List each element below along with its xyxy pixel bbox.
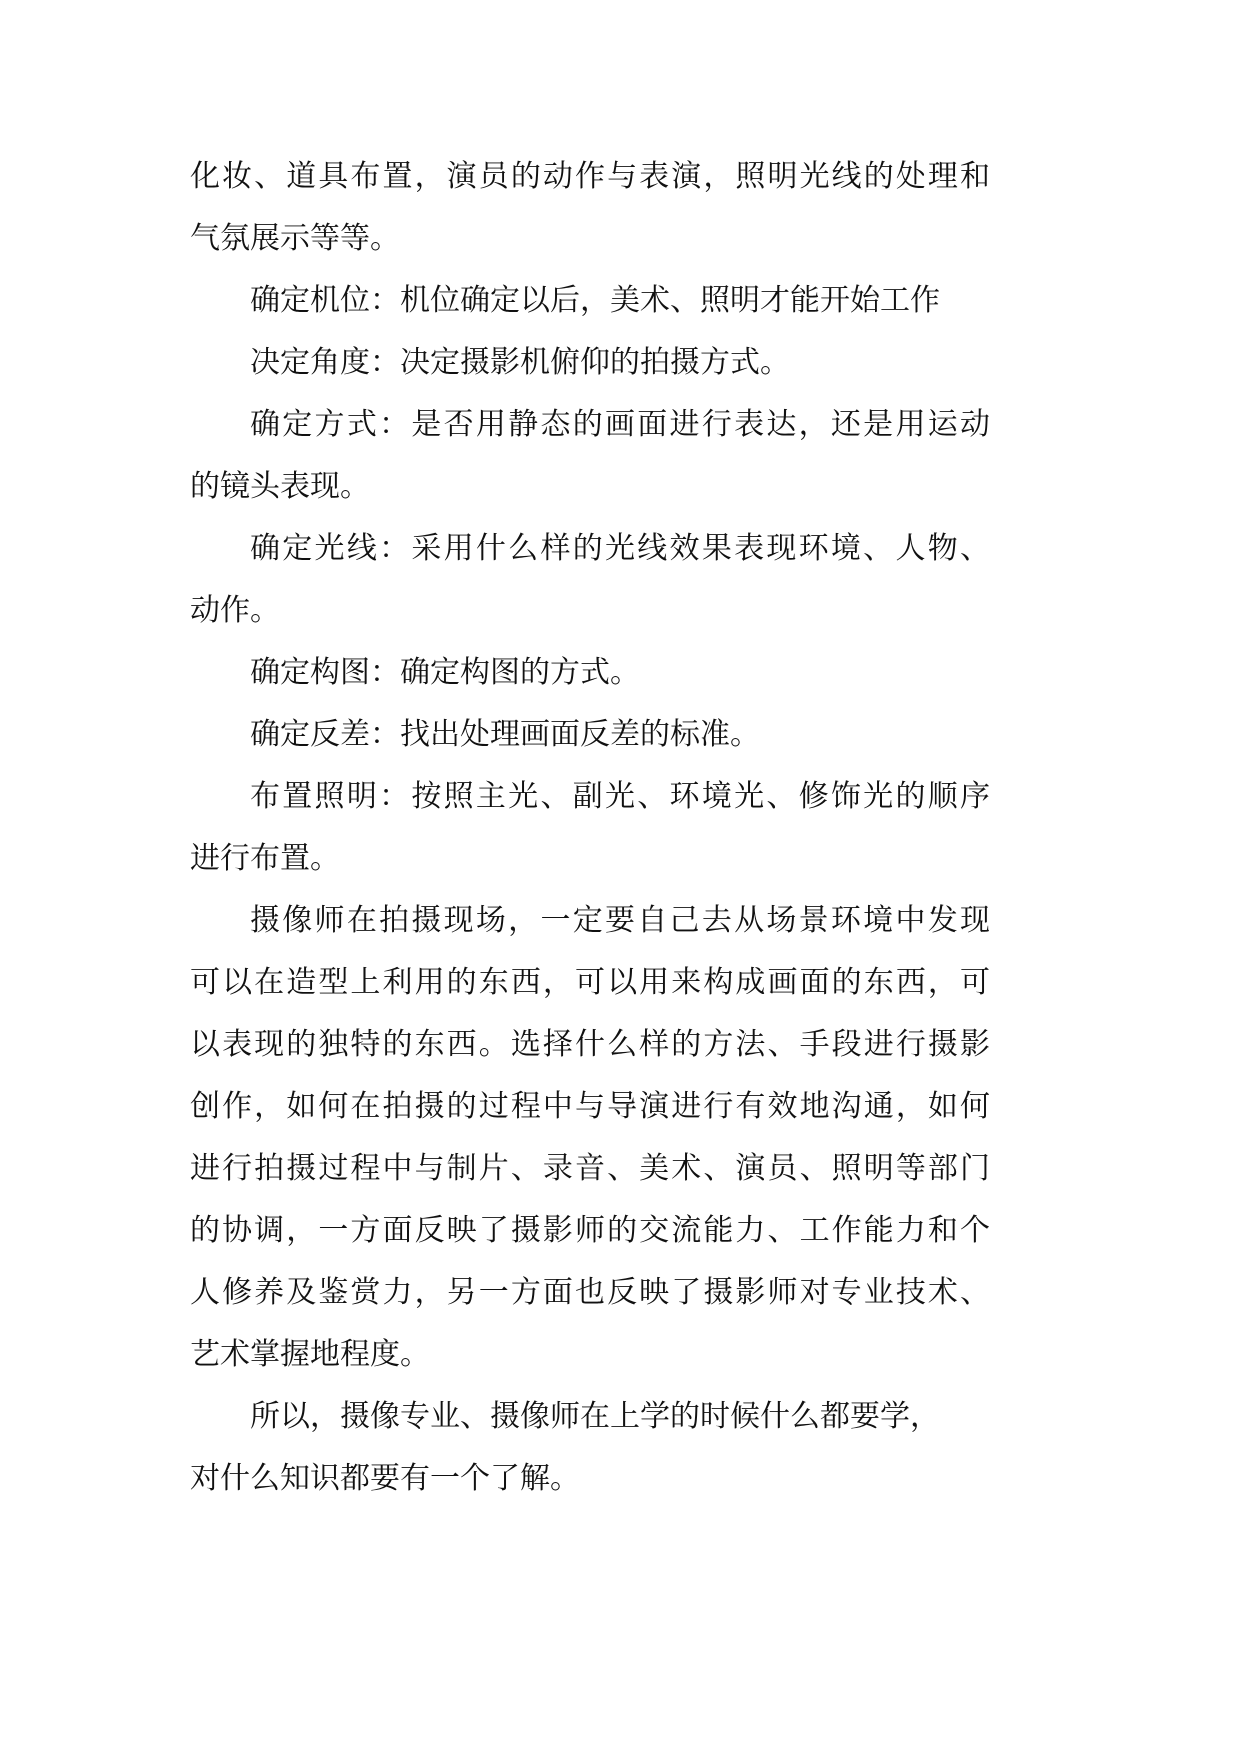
text-line: 确定光线：采用什么样的光线效果表现环境、人物、 [250,532,990,565]
text-line: 艺术掌握地程度。 [190,1338,430,1371]
text-line: 布置照明：按照主光、副光、环境光、修饰光的顺序 [250,780,990,813]
document-body [190,146,990,1510]
text-line: 以表现的独特的东西。选择什么样的方法、手段进行摄影 [190,1028,990,1061]
text-line: 化妆、道具布置，演员的动作与表演，照明光线的处理和 [190,160,990,193]
text-line: 摄像师在拍摄现场，一定要自己去从场景环境中发现 [250,904,990,937]
text-line: 气氛展示等等。 [190,222,400,255]
text-line: 决定角度：决定摄影机俯仰的拍摄方式。 [250,346,790,379]
text-line: 的镜头表现。 [190,470,370,503]
text-line: 进行拍摄过程中与制片、录音、美术、演员、照明等部门 [190,1152,990,1185]
text-line: 可以在造型上利用的东西，可以用来构成画面的东西，可 [190,966,990,999]
text-line: 确定反差：找出处理画面反差的标准。 [250,718,760,751]
text-line: 确定机位：机位确定以后，美术、照明才能开始工作 [250,284,940,317]
text-line: 进行布置。 [190,842,340,875]
text-line: 人修养及鉴赏力，另一方面也反映了摄影师对专业技术、 [190,1276,990,1309]
text-line: 创作，如何在拍摄的过程中与导演进行有效地沟通，如何 [190,1090,990,1123]
text-line: 动作。 [190,594,280,627]
text-line: 确定方式：是否用静态的画面进行表达，还是用运动 [250,408,990,441]
text-line: 确定构图：确定构图的方式。 [250,656,640,689]
text-line: 对什么知识都要有一个了解。 [190,1462,580,1495]
text-line: 的协调，一方面反映了摄影师的交流能力、工作能力和个 [190,1214,990,1247]
text-line: 所以，摄像专业、摄像师在上学的时候什么都要学， [250,1400,940,1433]
